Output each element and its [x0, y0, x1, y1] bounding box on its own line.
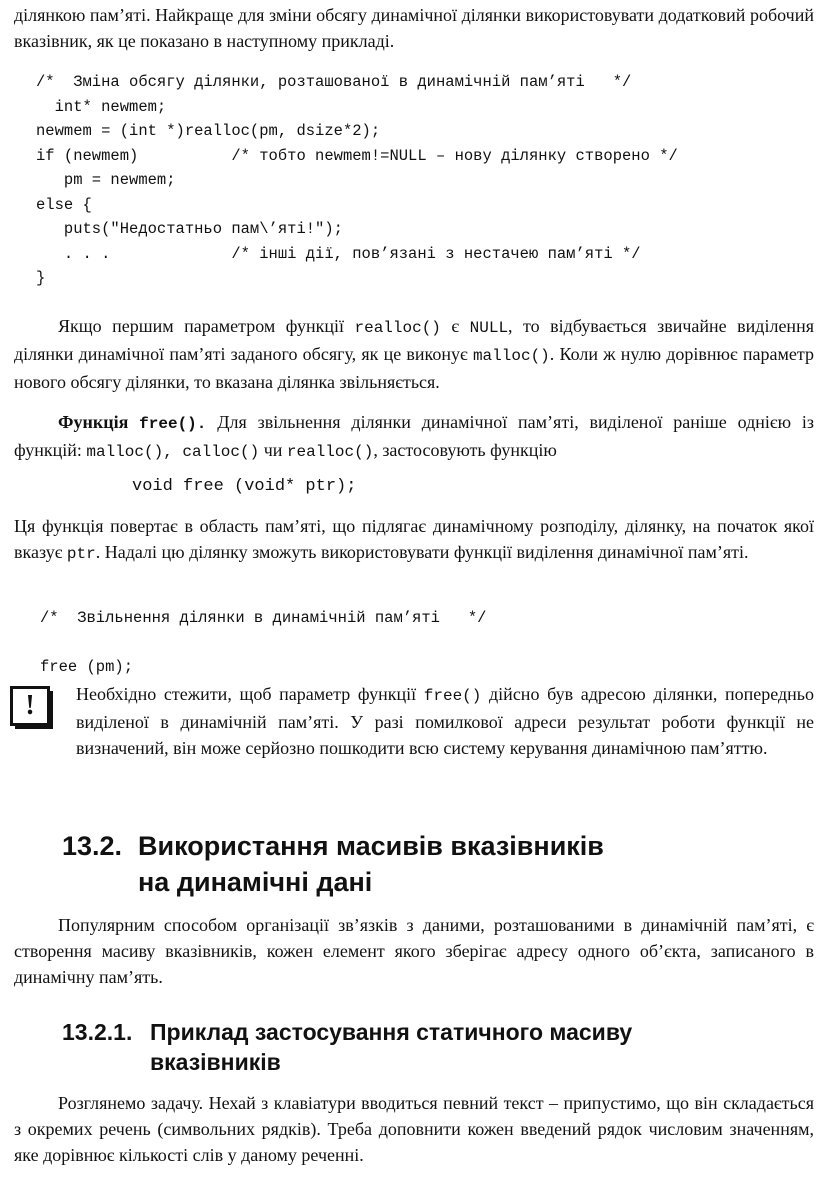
warning-icon: ! — [10, 686, 50, 726]
warning-note: Необхідно стежити, щоб параметр функції free() дійсно був адресою ділянки, попередньо виділеної в динамічній пам’яті. У разі помилкової адреси результат роботи функції не визначений, він може серйозно пошкодити всю систему керування динамічною пам’яттю. — [76, 684, 814, 758]
code-line: if (newmem) /* тобто newmem!=NULL – нову ділянку створено */ — [36, 146, 678, 165]
code-line: puts("Недостатньо пам\’яті!"); — [36, 220, 343, 238]
code-line: /* Зміна обсягу ділянки, розташованої в динамічній пам’яті */ — [36, 73, 632, 91]
code-line: free (pm); — [40, 658, 134, 676]
code-line: . . . /* інші дії, пов’язані з нестачею пам’яті */ — [36, 244, 641, 263]
code-line: pm = newmem; — [36, 171, 176, 189]
code-line: /* Звільнення ділянки в динамічній пам’яті */ — [40, 609, 487, 627]
code-line: else { — [36, 195, 92, 214]
section-heading: 13.2. Використання масивів вказівників на динамічні дані — [62, 831, 604, 897]
paragraph-free-function: Функція free(). Для звільнення ділянки динамічної пам’яті, виділеної раніше однією із функцій: malloc(), calloc() чи realloc(), застосовують функцію — [14, 412, 815, 461]
subsection-heading: 13.2.1. Приклад застосування статичного масиву вказівників — [62, 1019, 633, 1075]
code-line: newmem = (int *)realloc(pm, dsize*2); — [36, 122, 381, 140]
code-free-example — [40, 606, 486, 680]
code-line: } — [36, 269, 46, 287]
paragraph-pointer-arrays: Популярним способом організації зв’язків з даними, розташованими в динамічній пам’яті, є створення масиву вказівників, кожен елемент якого зберігає адресу одного об’єкта, записаного в динамічну пам’ять. — [14, 915, 814, 987]
paragraph-task: Розглянемо задачу. Нехай з клавіатури вводиться певний текст – припустимо, що він складається з окремих речень (символьних рядків). Треба доповнити кожен введений рядок числовим значенням, яке дорівнює кількості слів у даному реченні. — [14, 1093, 814, 1165]
paragraph-realloc-intro: ділянкою пам’яті. Найкраще для зміни обсягу динамічної ділянки використовувати додатковий робочий вказівник, як це показано в наступному прикладі. — [14, 5, 814, 51]
paragraph-free-description: Ця функція повертає в область пам’яті, що підлягає динамічному розподілу, ділянку, на початок якої вказує ptr. Надалі цю ділянку зможуть використовувати функції виділення динамічної пам’яті. — [14, 516, 814, 563]
code-line: int* newmem; — [36, 97, 167, 116]
paragraph-realloc-null: Якщо першим параметром функції realloc() є NULL, то відбувається звичайне виділення ділянки динамічної пам’яті заданого обсягу, як це виконує malloc(). Коли ж нулю дорівнює параметр нового обсягу ділянки, то вказана ділянка звільняється. — [14, 316, 814, 392]
code-free-prototype: void free (void* ptr); — [132, 477, 357, 496]
code-realloc-example — [36, 70, 678, 291]
